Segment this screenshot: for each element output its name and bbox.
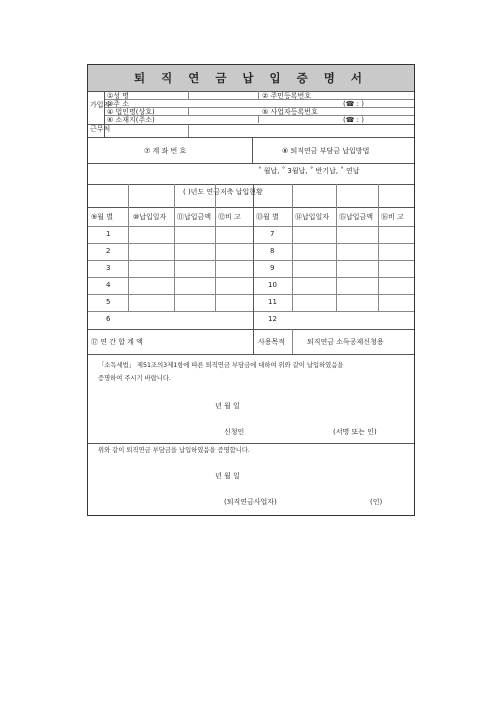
- certificate-form: [87, 64, 415, 516]
- col-amount-a: ⑪납입금액: [177, 213, 212, 221]
- request-text-line-1: 「소득세법」 제51조의3제1항에 따른 퇴직연금 부담금에 대하여 위와 같이 납입하였음을: [98, 362, 344, 369]
- month-row-9: 9: [270, 264, 275, 272]
- corp-name-input[interactable]: [189, 108, 257, 115]
- subscriber-label: 가입자: [90, 101, 111, 109]
- request-date: 년 월 일: [215, 402, 240, 410]
- month-row-1: 1: [106, 230, 111, 238]
- month-row-12: 12: [268, 315, 277, 323]
- payment-method-options[interactable]: ˚ 월납, ˚ 3월납, ˚ 반기납, ˚ 연납: [258, 167, 360, 175]
- status-title: ( )년도 연금저축 납입현황: [183, 188, 263, 196]
- month-row-11: 11: [268, 298, 277, 306]
- month-row-3: 3: [106, 264, 111, 272]
- location-field-label: ⑥ 소재지(주소): [107, 116, 155, 124]
- purpose-value: 퇴직연금 소득공제신청용: [307, 338, 384, 346]
- address-field-label: ③주 소: [107, 100, 130, 108]
- col-note-a: ⑫비 고: [218, 213, 241, 221]
- col-date-a: ⑩납입일자: [133, 213, 167, 221]
- annual-total-label: ⑰ 연 간 합 계 액: [91, 338, 143, 346]
- account-number-label: ⑦ 계 좌 번 호: [144, 147, 187, 155]
- seal-mark: (인): [370, 498, 383, 506]
- phone-hint: (☎ : ): [343, 100, 364, 108]
- col-month-a: ⑨월 별: [91, 213, 114, 221]
- applicant-label: 신청인: [224, 428, 245, 436]
- month-row-6: 6: [106, 315, 111, 323]
- corp-name-field-label: ④ 법인명(상호): [107, 108, 155, 116]
- bizno-field-label: ⑤ 사업자등록번호: [262, 108, 318, 116]
- form-title: 퇴 직 연 금 납 입 증 명 서: [88, 65, 414, 92]
- issuer-label: (퇴직연금사업자): [224, 498, 277, 506]
- request-text-line-2: 증명하여 주시기 바랍니다.: [98, 375, 171, 382]
- month-row-7: 7: [270, 230, 275, 238]
- certify-date: 년 월 일: [215, 472, 240, 480]
- month-row-4: 4: [106, 281, 111, 289]
- rrn-input[interactable]: [328, 92, 413, 99]
- account-number-input[interactable]: [90, 157, 250, 162]
- month-row-2: 2: [106, 247, 111, 255]
- location-input[interactable]: [189, 116, 339, 123]
- name-input[interactable]: [189, 92, 257, 99]
- bizno-input[interactable]: [333, 108, 413, 115]
- month-row-8: 8: [270, 247, 275, 255]
- purpose-label: 사용목적: [258, 338, 286, 346]
- col-month-b: ⑬월 별: [256, 213, 279, 221]
- rrn-field-label: ② 주민등록번호: [262, 92, 312, 100]
- col-amount-b: ⑮납입금액: [339, 213, 374, 221]
- annual-total-input[interactable]: [174, 331, 250, 351]
- payment-method-label: ⑧ 퇴직연금 부담금 납입방법: [282, 147, 370, 155]
- phone-hint-2: (☎ : ): [343, 116, 364, 124]
- col-date-b: ⑭납입일자: [295, 213, 330, 221]
- month-row-10: 10: [268, 281, 277, 289]
- col-note-b: ⑯비 고: [381, 213, 404, 221]
- month-row-5: 5: [106, 298, 111, 306]
- workplace-label: 근무처: [90, 125, 111, 133]
- certify-text: 위와 같이 퇴직연금 부담금을 납입하였음을 증명합니다.: [98, 447, 250, 454]
- name-field-label: ①성 명: [107, 92, 130, 100]
- address-input[interactable]: [189, 100, 339, 107]
- sign-hint: (서명 또는 인): [333, 428, 377, 436]
